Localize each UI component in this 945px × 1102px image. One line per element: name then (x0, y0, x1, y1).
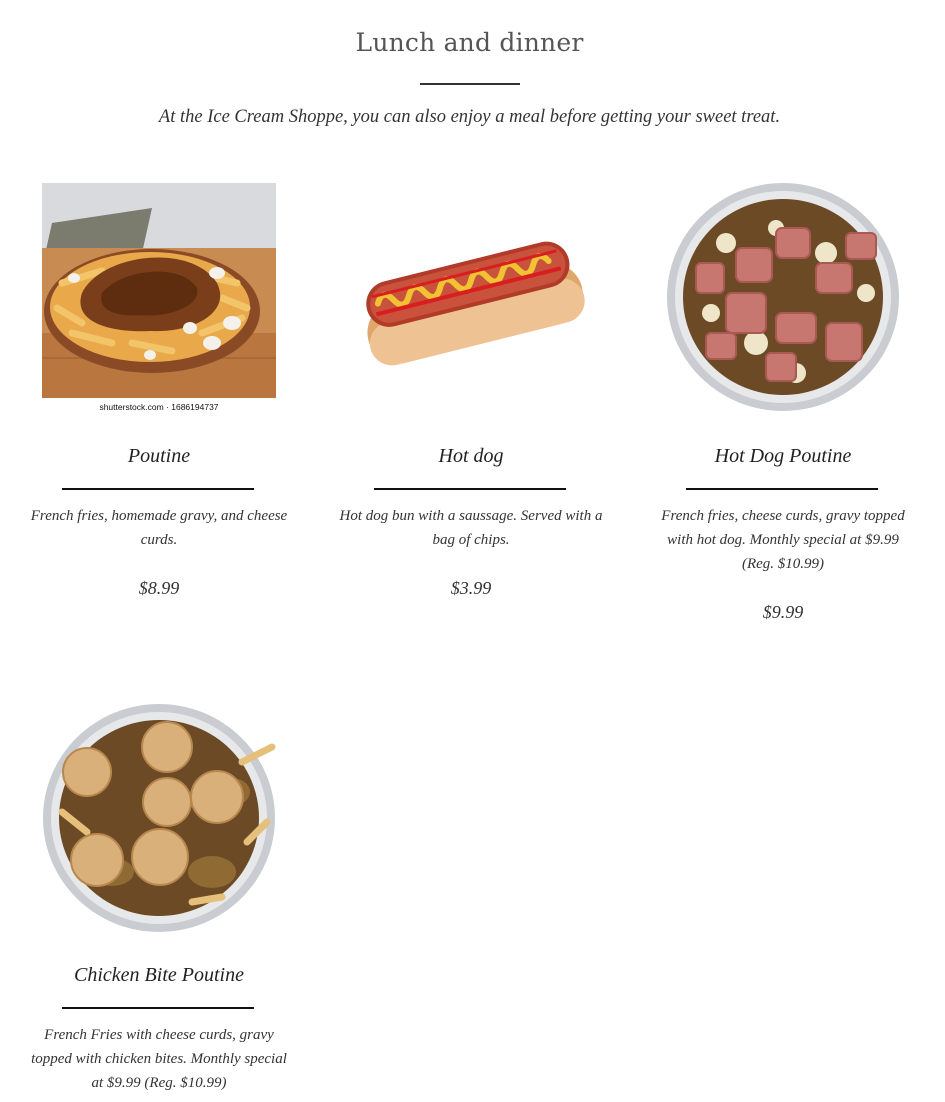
item-description: French fries, homemade gravy, and cheese curds. (30, 508, 288, 548)
item-divider (686, 488, 878, 490)
item-name: Poutine (127, 445, 191, 467)
item-name: Hot dog (438, 445, 504, 467)
item-price: $3.99 (450, 578, 492, 598)
item-description: French fries, cheese curds, gravy topped with hot dog. Monthly special at $9.99 (Reg. $10.99) (661, 508, 905, 572)
item-name: Hot Dog Poutine (714, 445, 852, 467)
item-price: $8.99 (138, 578, 180, 598)
page-title: Lunch and dinner (355, 28, 584, 57)
poutine-photo (42, 183, 276, 415)
item-divider (62, 1007, 254, 1009)
item-divider (62, 488, 254, 490)
image-caption: shutterstock.com · 1686194737 (99, 402, 219, 412)
item-description: Hot dog bun with a saussage. Served with a bag of chips. (339, 508, 603, 548)
title-divider (420, 83, 520, 85)
hot-dog-poutine-photo (666, 183, 900, 415)
item-divider (374, 488, 566, 490)
hot-dog-photo (354, 183, 588, 415)
chicken-bite-poutine-photo (42, 702, 276, 934)
section-intro: At the Ice Cream Shoppe, you can also enjoy a meal before getting your sweet treat. (158, 107, 781, 127)
item-description: French Fries with cheese curds, gravy topped with chicken bites. Monthly special at $9.99 (Reg. $10.99) (31, 1027, 287, 1091)
item-name: Chicken Bite Poutine (74, 964, 244, 986)
item-price: $9.99 (762, 602, 804, 622)
